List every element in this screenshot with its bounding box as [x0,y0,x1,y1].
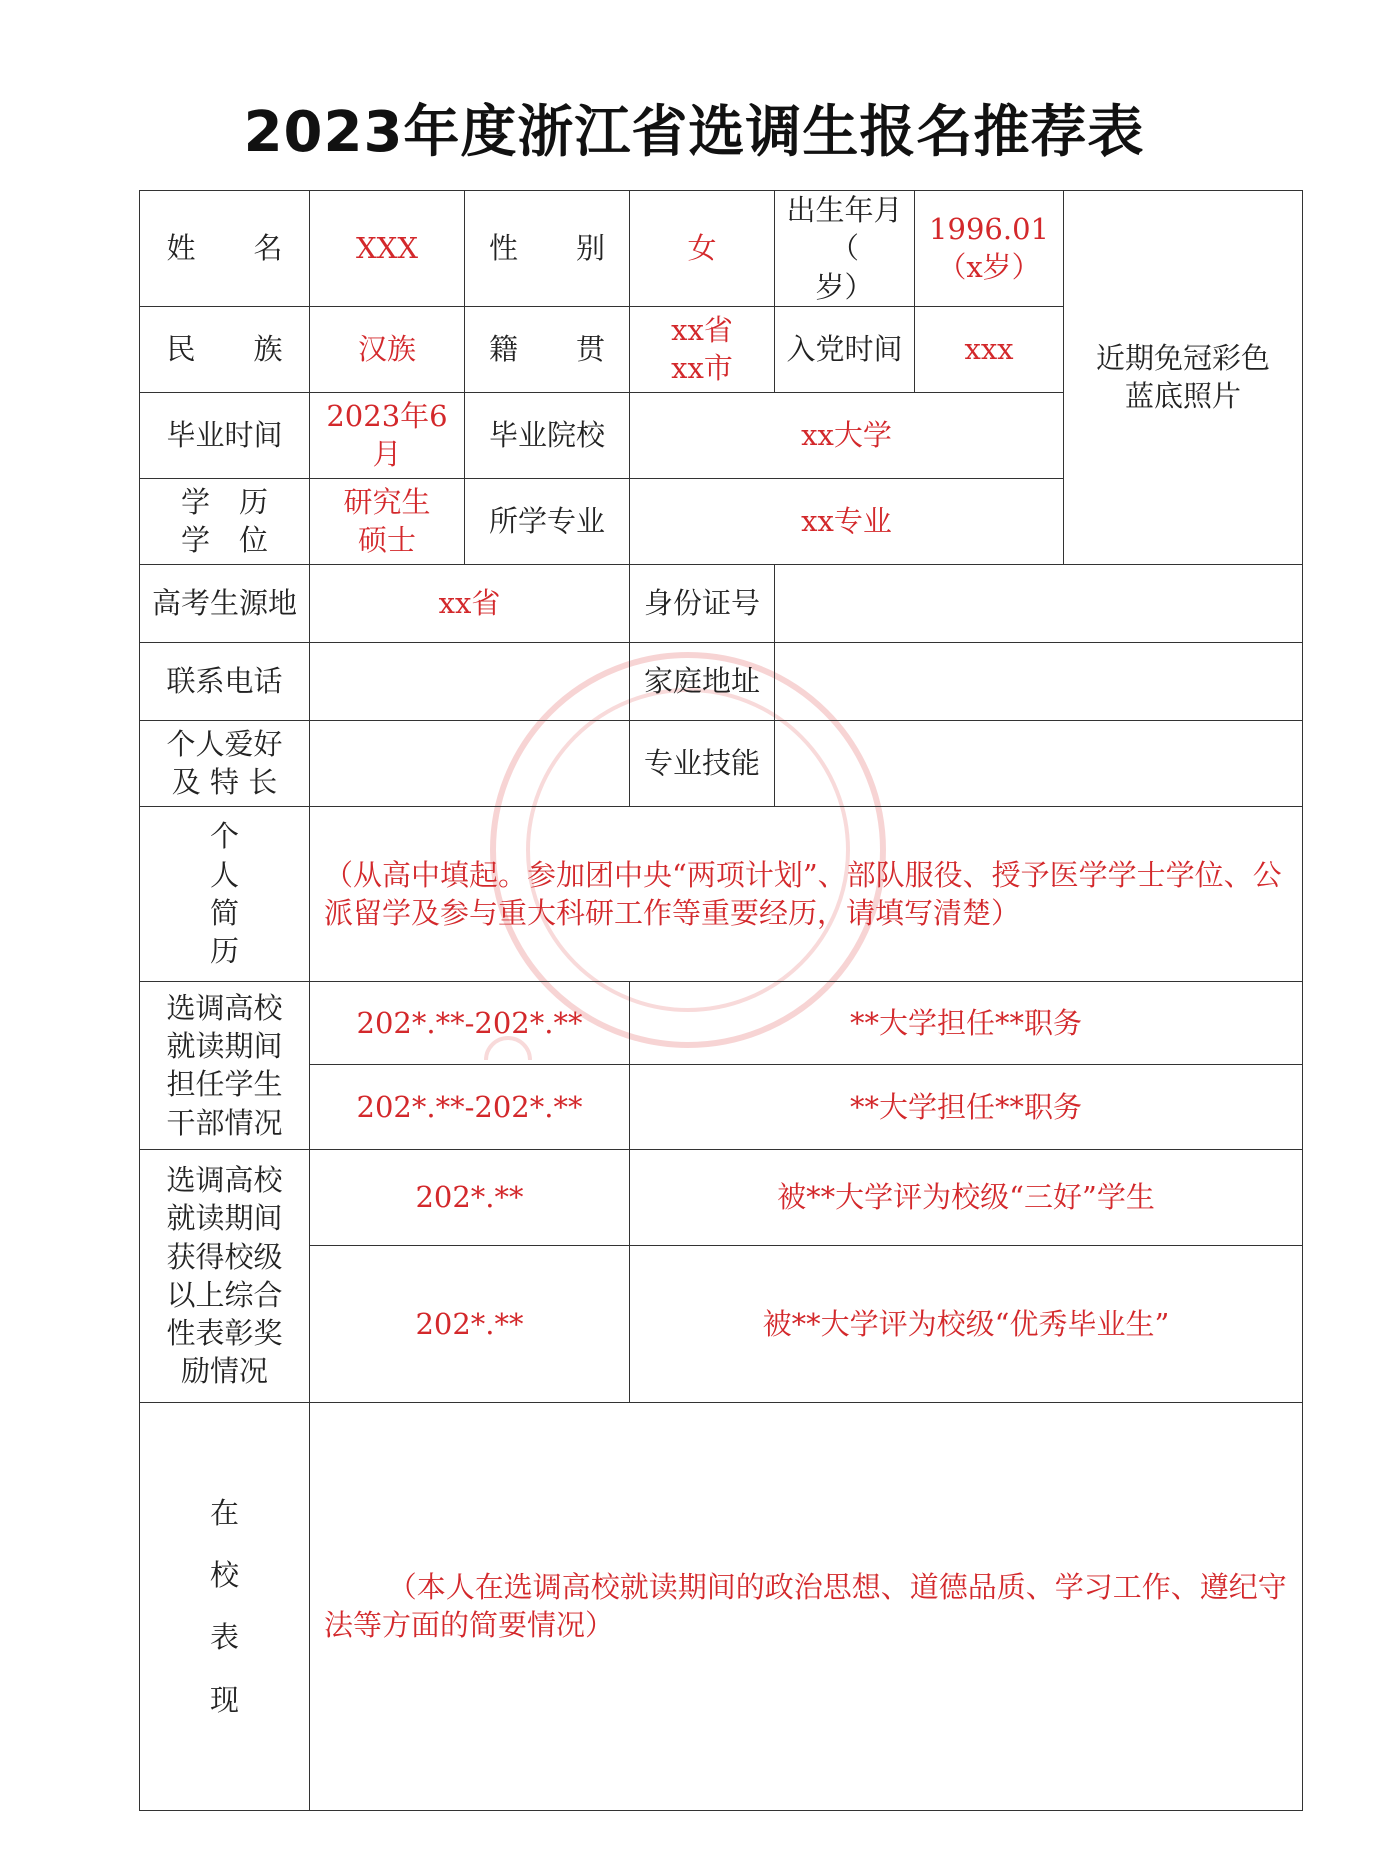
performance-label-char: 现 [209,1682,239,1717]
resume-label-char: 个 [209,819,239,854]
id-number-field[interactable] [775,564,1303,642]
birth-value[interactable] [915,191,1064,307]
degree-value-line2: 硕士 [357,523,416,558]
awards-label-line: 就读期间 [166,1201,283,1236]
awards-label-line: 性表彰奖 [166,1316,283,1351]
degree-label [140,478,310,564]
application-form-table [139,190,1303,1811]
origin-value[interactable] [630,306,775,392]
resume-label [140,806,310,981]
awards-label-line: 励情况 [180,1354,268,1389]
graduation-value[interactable]: 2023年6月 [310,392,465,478]
birth-value-line1: 1996.01 [929,212,1049,247]
photo-hint-line2: 蓝底照片 [1125,379,1242,414]
phone-field[interactable] [310,642,630,720]
resume-label-char: 简 [209,895,239,930]
hobby-label-line2: 及 特 长 [171,765,278,800]
address-label: 家庭地址 [630,642,775,720]
cadre-role[interactable]: **大学担任**职务 [630,1064,1303,1149]
major-label: 所学专业 [465,478,630,564]
hobby-field[interactable] [310,720,630,806]
phone-label: 联系电话 [140,642,310,720]
awards-label-line: 以上综合 [166,1277,283,1312]
skill-field[interactable] [775,720,1303,806]
resume-field[interactable] [310,806,1303,981]
cadre-role[interactable]: **大学担任**职务 [630,981,1303,1064]
name-value[interactable]: XXX [310,191,465,307]
birth-value-line2: （x岁） [937,250,1041,285]
birth-label-line2: （ 岁） [815,231,918,304]
school-value[interactable]: xx大学 [630,392,1064,478]
photo-hint-line1: 近期免冠彩色 [1096,341,1271,376]
ethnicity-value[interactable]: 汉族 [310,306,465,392]
degree-label-line2: 学 位 [180,523,268,558]
resume-label-char: 历 [209,934,239,969]
resume-hint: （从高中填起。参加团中央“两项计划”、部队服役、授予医学学士学位、公派留学及参与重大科研工作等重要经历，请填写清楚） [324,857,1282,930]
performance-field[interactable] [310,1402,1303,1810]
hobby-label-line1: 个人爱好 [166,727,283,762]
degree-label-line1: 学 历 [180,485,268,520]
cadre-label-line: 选调高校 [166,990,283,1025]
performance-hint: （本人在选调高校就读期间的政治思想、道德品质、学习工作、遵纪守法等方面的简要情况） [324,1570,1287,1643]
performance-label [140,1402,310,1810]
address-field[interactable] [775,642,1303,720]
school-label: 毕业院校 [465,392,630,478]
ethnicity-label: 民 族 [140,306,310,392]
exam-origin-label: 高考生源地 [140,564,310,642]
degree-value[interactable] [310,478,465,564]
awards-label-line: 选调高校 [166,1163,283,1197]
cadre-label-line: 就读期间 [166,1029,283,1064]
origin-value-line2: xx市 [671,351,733,386]
major-value[interactable]: xx专业 [630,478,1064,564]
resume-label-char: 人 [209,857,239,892]
photo-box[interactable] [1064,191,1303,565]
award-name[interactable]: 被**大学评为校级“三好”学生 [630,1149,1303,1245]
cadre-period[interactable]: 202*.**-202*.** [310,1064,630,1149]
id-number-label: 身份证号 [630,564,775,642]
graduation-label: 毕业时间 [140,392,310,478]
birth-label-line1: 出生年月 [786,193,903,227]
performance-label-char: 表 [209,1620,239,1655]
hobby-label [140,720,310,806]
performance-label-char: 校 [209,1558,239,1593]
cadre-label-line: 干部情况 [166,1105,283,1140]
award-date[interactable]: 202*.** [310,1149,630,1245]
party-label: 入党时间 [775,306,915,392]
origin-label: 籍 贯 [465,306,630,392]
award-date[interactable]: 202*.** [310,1245,630,1402]
form-title: 2023年度浙江省选调生报名推荐表 [243,100,1145,165]
cadre-label [140,981,310,1149]
degree-value-line1: 研究生 [343,485,431,520]
awards-label-line: 获得校级 [166,1239,283,1274]
origin-value-line1: xx省 [671,313,733,348]
exam-origin-value[interactable]: xx省 [310,564,630,642]
cadre-period[interactable]: 202*.**-202*.** [310,981,630,1064]
cadre-label-line: 担任学生 [166,1067,283,1102]
award-name[interactable]: 被**大学评为校级“优秀毕业生” [630,1245,1303,1402]
gender-label: 性 别 [465,191,630,307]
party-value[interactable]: xxx [915,306,1064,392]
name-label: 姓 名 [140,191,310,307]
gender-value[interactable]: 女 [630,191,775,307]
birth-label [775,191,918,307]
awards-label [140,1149,310,1402]
skill-label: 专业技能 [630,720,775,806]
performance-label-char: 在 [209,1495,239,1530]
